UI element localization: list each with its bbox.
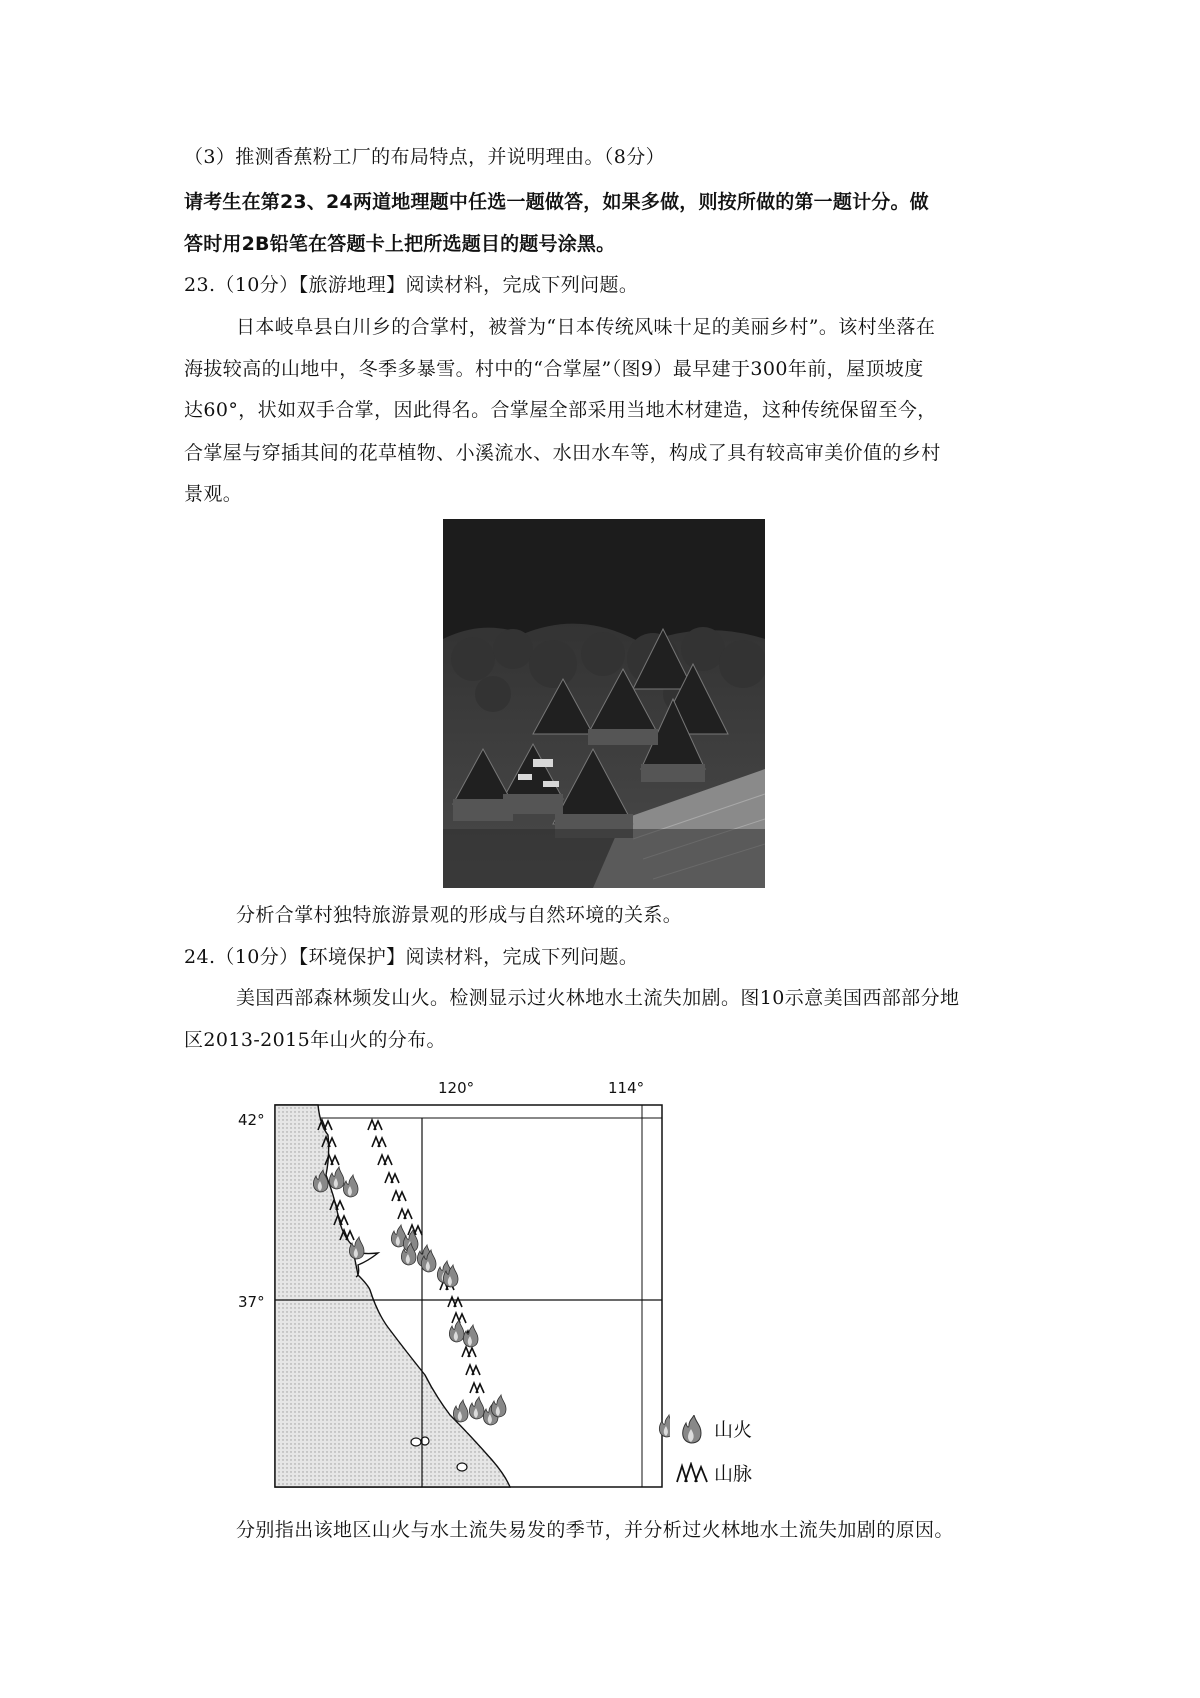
instructions-line1: 请考生在第23、24两道地理题中任选一题做答，如果多做，则按所做的第一题计分。做	[184, 191, 929, 213]
village-photo-graphic	[443, 519, 765, 888]
instructions-line2: 答时用2B铅笔在答题卡上把所选题目的题号涂黑。	[184, 233, 616, 255]
village-photo	[443, 519, 765, 888]
q23-para-line2: 海拔较高的山地中，冬季多暴雪。村中的“合掌屋”（图9）最早建于300年前，屋顶坡度	[184, 358, 924, 380]
lat-label-37: 37°	[238, 1293, 265, 1311]
q24-question: 分别指出该地区山火与水土流失易发的季节，并分析过火林地水土流失加剧的原因。	[236, 1519, 954, 1541]
legend-mountain-label: 山脉	[714, 1463, 753, 1485]
q23-para-line4: 合掌屋与穿插其间的花草植物、小溪流水、水田水车等，构成了具有较高审美价值的乡村	[184, 442, 941, 464]
q23-question: 分析合掌村独特旅游景观的形成与自然环境的关系。	[236, 904, 683, 926]
q23-header: 23.（10分）【旅游地理】阅读材料，完成下列问题。	[184, 274, 639, 296]
lon-label-120: 120°	[438, 1079, 475, 1097]
fire-map	[230, 1075, 670, 1495]
q23-para-line3: 达60°，状如双手合掌，因此得名。合掌屋全部采用当地木材建造，这种传统保留至今，	[184, 399, 937, 421]
legend-mountain-icon	[676, 1462, 710, 1486]
q23-para-line5: 景观。	[184, 483, 243, 505]
legend-fire-label: 山火	[714, 1419, 753, 1441]
lat-label-42: 42°	[238, 1111, 265, 1129]
q24-para-line2: 区2013-2015年山火的分布。	[184, 1029, 446, 1051]
q24-header: 24.（10分）【环境保护】阅读材料，完成下列问题。	[184, 946, 639, 968]
q24-para-line1: 美国西部森林频发山火。检测显示过火林地水土流失加剧。图10示意美国西部部分地	[236, 987, 960, 1009]
legend-fire-icon	[678, 1415, 708, 1445]
q22-sub3: （3）推测香蕉粉工厂的布局特点，并说明理由。（8分）	[184, 146, 666, 168]
lon-label-114: 114°	[608, 1079, 645, 1097]
q23-para-line1: 日本岐阜县白川乡的合掌村，被誉为“日本传统风味十足的美丽乡村”。该村坐落在	[236, 316, 936, 338]
